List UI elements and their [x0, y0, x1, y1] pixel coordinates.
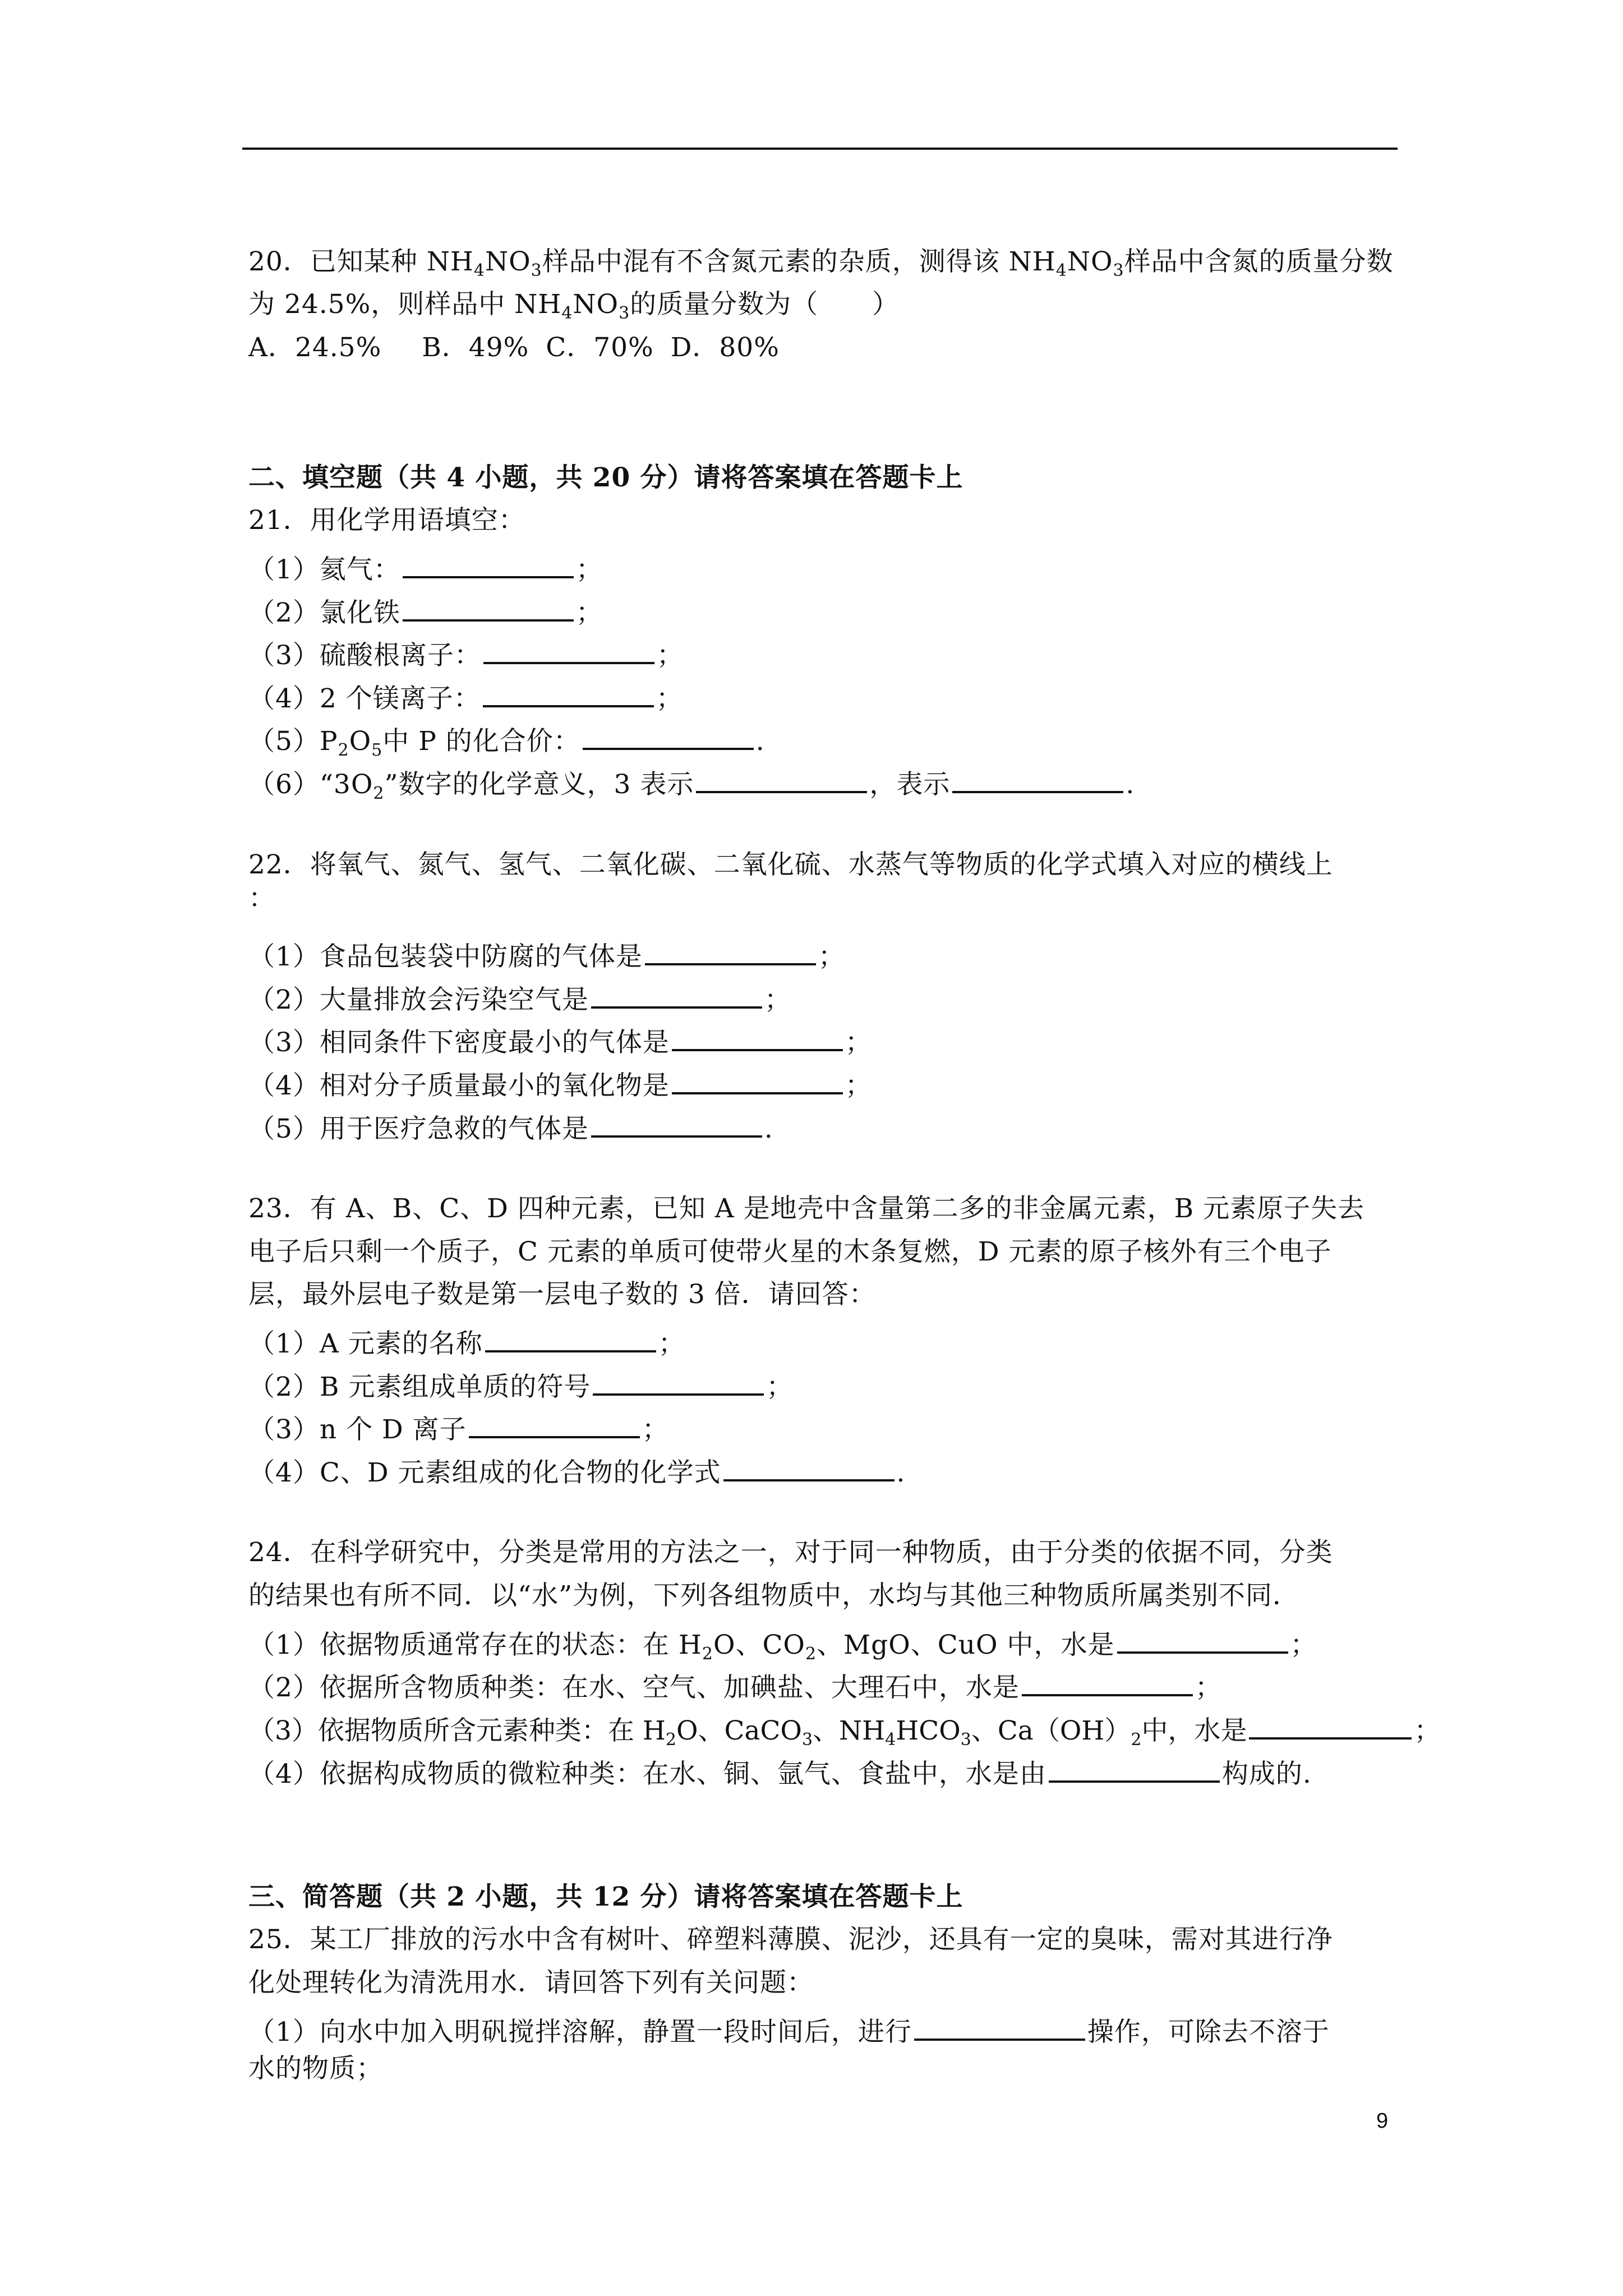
answer-blank[interactable] [952, 762, 1123, 793]
answer-blank[interactable] [645, 934, 816, 965]
q21-item6: $(6)“3O_2$”数字的化学意义，3 表示 ，表示 . [248, 762, 1135, 802]
answer-blank[interactable] [1117, 1622, 1288, 1654]
answer-blank[interactable] [583, 719, 754, 750]
answer-blank[interactable] [591, 977, 762, 1009]
answer-blank[interactable] [1049, 1751, 1220, 1783]
answer-blank[interactable] [483, 633, 654, 664]
q21-item1: （1）氦气： ； [248, 547, 603, 587]
option-a: A．24.5% [248, 332, 382, 363]
page-number: 9 [1376, 2109, 1389, 2133]
q25-line2: 化处理转化为清洗用水．请回答下列有关问题： [248, 1967, 814, 1998]
q21-item5: $(5)P_2O_5$中 P 的化合价： . [248, 719, 765, 758]
q24-line2: 的结果也有所不同．以“水”为例，下列各组物质中，水均与其他三种物质所属类别不同． [248, 1580, 1300, 1611]
q23-line3: 层，最外层电子数是第一层电子数的 3 倍．请回答： [248, 1279, 876, 1310]
q25-line1: 25．某工厂排放的污水中含有树叶、碎塑料薄膜、泥沙，还具有一定的臭味，需对其进行净 [248, 1924, 1333, 1955]
q22-item2: （2）大量排放会污染空气是 ； [248, 977, 791, 1017]
answer-blank[interactable] [591, 1106, 762, 1138]
q20-line2: 为 24.5%，则样品中 $NH_4NO_3$的质量分数为（ ） [248, 289, 900, 323]
option-b: B．49% [422, 332, 529, 363]
answer-blank[interactable] [403, 590, 574, 622]
answer-blank[interactable] [483, 676, 654, 707]
q25-item1: （1）向水中加入明矾搅拌溶解，静置一段时间后，进行 操作，可除去不溶于 [248, 2009, 1330, 2049]
option-d: D．80% [670, 332, 780, 363]
q23-item4: （4）C、D 元素组成的化合物的化学式 . [248, 1450, 905, 1490]
q24-item1: （1）依据物质通常存在的状态：在 $H_2O$、$CO_2$、MgO、CuO 中，水是 ； [248, 1622, 1317, 1662]
header-rule [242, 148, 1398, 150]
answer-blank[interactable] [914, 2009, 1085, 2041]
q23-item2: （2）B 元素组成单质的符号 ； [248, 1364, 793, 1404]
q22-stem: 22．将氧气、氮气、氢气、二氧化碳、二氧化硫、水蒸气等物质的化学式填入对应的横线上 [248, 849, 1333, 880]
answer-blank[interactable] [593, 1364, 764, 1396]
q22-stem-colon: ： [248, 883, 275, 914]
q22-item3: （3）相同条件下密度最小的气体是 ； [248, 1020, 872, 1060]
q24-item4: （4）依据构成物质的微粒种类：在水、铜、氩气、食盐中，水是由 构成的. [248, 1751, 1312, 1791]
q24-item3: （3）依据物质所含元素种类：在 $H_2O$、CaCO$_3$、$NH_4HCO_3$、$Ca(OH)_2$中，水是 ； [248, 1708, 1440, 1748]
answer-blank[interactable] [469, 1407, 640, 1438]
q21-item3: （3）硫酸根离子： ； [248, 633, 684, 673]
option-c: C．70% [546, 332, 654, 363]
section3-title: 三、简答题（共 2 小题，共 12 分）请将答案填在答题卡上 [248, 1881, 963, 1912]
q21-stem: 21．用化学用语填空： [248, 505, 525, 536]
q23-item1: （1）A 元素的名称 ； [248, 1321, 685, 1361]
answer-blank[interactable] [723, 1450, 895, 1481]
q24-line1: 24．在科学研究中，分类是常用的方法之一，对于同一种物质，由于分类的依据不同，分类 [248, 1537, 1333, 1568]
answer-blank[interactable] [696, 762, 867, 793]
answer-blank[interactable] [1249, 1708, 1412, 1740]
q20-options [248, 331, 820, 365]
q24-item2: （2）依据所含物质种类：在水、空气、加碘盐、大理石中，水是 ； [248, 1665, 1222, 1705]
q22-item5: （5）用于医疗急救的气体是 . [248, 1106, 773, 1146]
q23-item3: （3）n 个 D 离子 ； [248, 1407, 669, 1447]
answer-blank[interactable] [485, 1321, 656, 1352]
q21-item2: （2）氯化铁 ； [248, 590, 603, 630]
answer-blank[interactable] [1022, 1665, 1193, 1696]
section2-title: 二、填空题（共 4 小题，共 20 分）请将答案填在答题卡上 [248, 462, 963, 493]
q22-item1: （1）食品包装袋中防腐的气体是 ； [248, 934, 845, 974]
q21-item4: （4）2 个镁离子： ； [248, 676, 683, 716]
answer-blank[interactable] [672, 1063, 843, 1094]
q20-line1: 20．已知某种 $NH_4NO_3$样品中混有不含氮元素的杂质，测得该 $NH_4NO_3$样品中含氮的质量分数 [248, 246, 1394, 280]
answer-blank[interactable] [403, 547, 574, 578]
answer-blank[interactable] [672, 1020, 843, 1051]
q23-line1: 23．有 A、B、C、D 四种元素，已知 A 是地壳中含量第二多的非金属元素，B 元素原子失去 [248, 1193, 1365, 1224]
q23-line2: 电子后只剩一个质子，C 元素的单质可使带火星的木条复燃，D 元素的原子核外有三个电子 [248, 1236, 1332, 1267]
q22-item4: （4）相对分子质量最小的氧化物是 ； [248, 1063, 872, 1103]
q25-line4: 水的物质； [248, 2053, 383, 2084]
